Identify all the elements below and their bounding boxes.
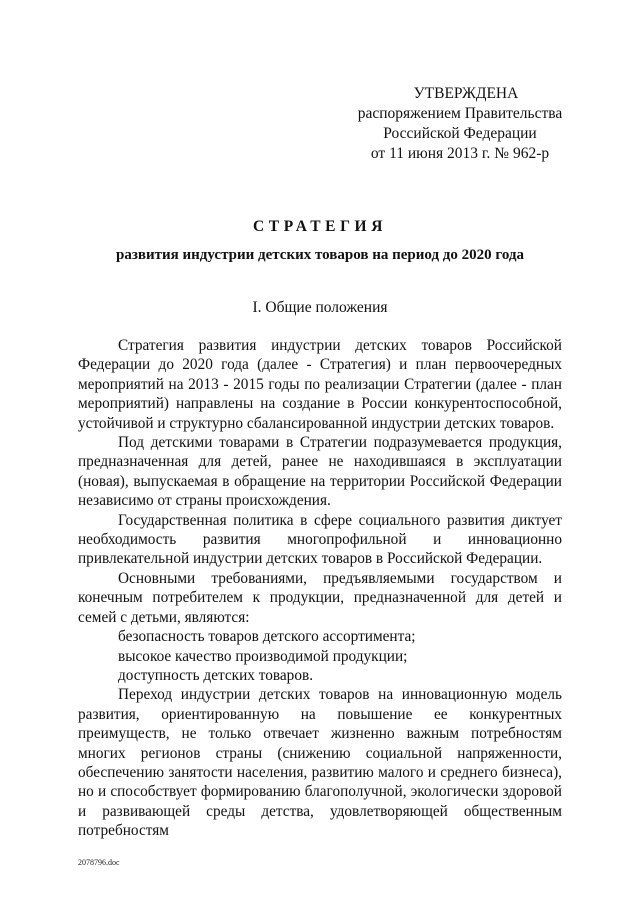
approval-line-authority: Российской Федерации xyxy=(383,125,537,142)
paragraph-3: Государственная политика в сфере социального развития диктует необходимость развития многопрофильной и инновационно привлекательной индустрии детских товаров в Российской Федерации. xyxy=(78,511,562,568)
document-title: СТРАТЕГИЯ xyxy=(252,218,388,235)
document-body xyxy=(78,336,562,841)
list-item-availability: доступность детских товаров. xyxy=(118,666,314,684)
approval-line-date: от 11 июня 2013 г. № 962-р xyxy=(370,145,550,162)
approval-stamp xyxy=(355,84,565,164)
document-subtitle: развития индустрии детских товаров на период до 2020 года xyxy=(116,247,524,263)
paragraph-4: Основными требованиями, предъявляемыми государством и конечным потребителем к продукции, предназначенной для детей и семей с детьми, являются: xyxy=(78,569,562,626)
list-item-safety: безопасность товаров детского ассортимента; xyxy=(118,628,416,646)
paragraph-5: Переход индустрии детских товаров на инновационную модель развития, ориентированную на повышение ее конкурентных преимуществ, не только отвечает жизненно важным потребностям многих регионов страны (снижению социальной напряженности, обеспечению занятости населения, развитию малого и среднего бизнеса), но и способствует формированию благополучной, экологически здоровой и развивающей среды детства, удовлетворяющей общественным потребностям xyxy=(78,686,562,840)
paragraph-2: Под детскими товарами в Стратегии подразумевается продукция, предназначенная для детей, ранее не находившаяся в эксплуатации (новая), выпускаемая в обращение на территории Российской Федерации независимо от страны происхождения. xyxy=(78,434,562,510)
list-item-quality: высокое качество производимой продукции; xyxy=(118,647,408,665)
file-name-footer: 2078796.doc xyxy=(78,858,120,867)
approval-line-approved: УТВЕРЖДЕНА xyxy=(413,85,519,102)
section-heading: I. Общие положения xyxy=(252,299,388,316)
paragraph-1: Стратегия развития индустрии детских товаров Российской Федерации до 2020 года (далее - Стратегия) и план первоочередных мероприятий на 2013 - 2015 годы по реализации Стратегии (далее - план мероприятий) направлены на создание в России конкурентоспособной, устойчивой и структурно сбалансированной индустрии детских товаров. xyxy=(78,337,562,432)
approval-line-order: распоряжением Правительства xyxy=(357,105,563,122)
